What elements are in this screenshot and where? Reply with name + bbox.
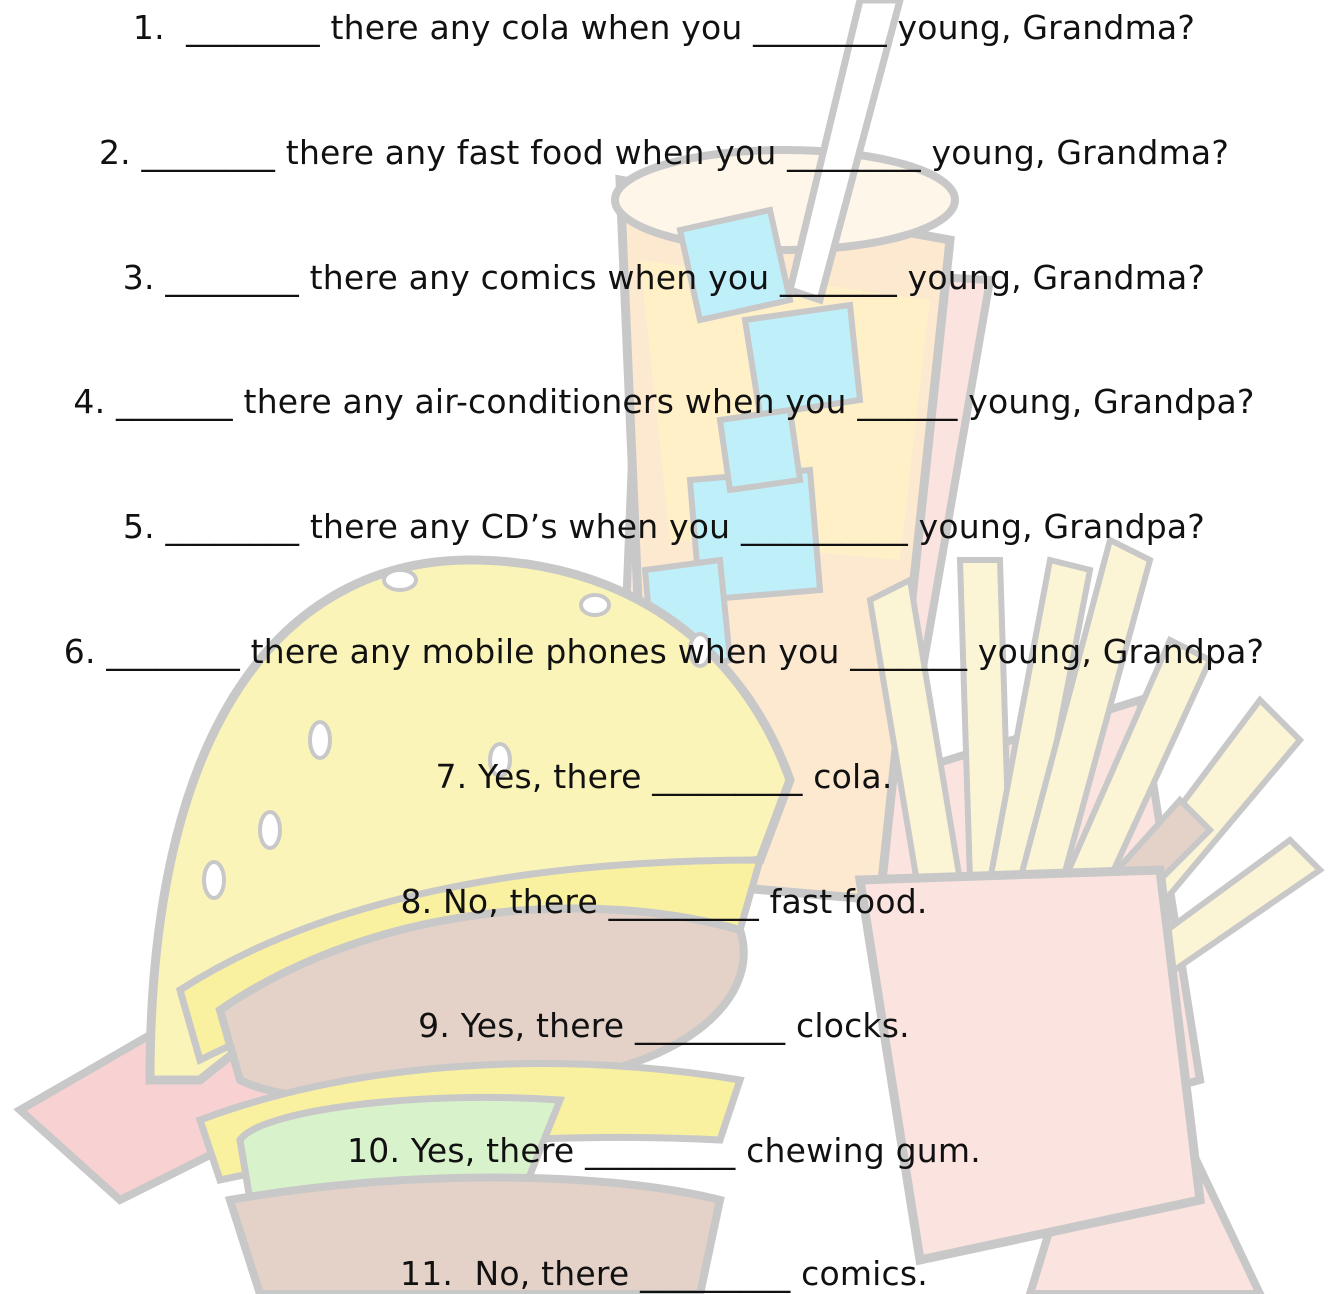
- sentence-9: 9. Yes, there _________ clocks.: [418, 1006, 910, 1045]
- sentence-8: 8. No, there _________ fast food.: [400, 882, 928, 921]
- sentence-7: 7. Yes, there _________ cola.: [435, 757, 893, 796]
- sentence-4: 4. _______ there any air-conditioners when you ______ young, Grandpa?: [73, 382, 1255, 421]
- sentence-6: 6. ________ there any mobile phones when you _______ young, Grandpa?: [63, 632, 1265, 671]
- sentence-5: 5. ________ there any CD’s when you __________ young, Grandpa?: [122, 507, 1206, 546]
- sentence-1: 1. ________ there any cola when you ________ young, Grandma?: [132, 8, 1196, 47]
- sentence-11: 11. No, there _________ comics.: [400, 1254, 928, 1293]
- sentence-10: 10. Yes, there _________ chewing gum.: [347, 1131, 981, 1170]
- sentence-3: 3. ________ there any comics when you _______ young, Grandma?: [122, 258, 1206, 297]
- sentence-2: 2. ________ there any fast food when you ________ young, Grandma?: [98, 133, 1230, 172]
